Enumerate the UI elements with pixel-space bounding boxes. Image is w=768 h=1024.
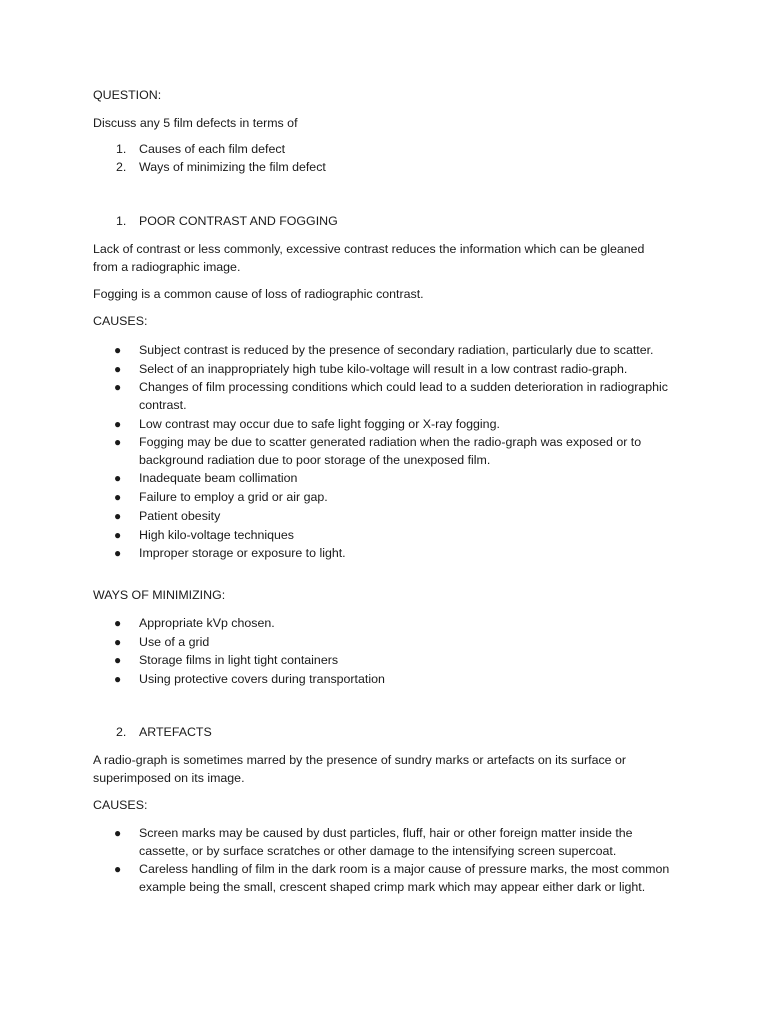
- list-item: ● Use of a grid: [0, 634, 679, 652]
- bullet-icon: ●: [114, 826, 122, 840]
- bullet-icon: ●: [114, 471, 122, 486]
- bullet-icon: ●: [114, 435, 122, 450]
- section-title: POOR CONTRAST AND FOGGING: [139, 214, 338, 228]
- section-2-paragraph-line: superimposed on its image.: [93, 771, 245, 785]
- prompt-item-number: 2.: [116, 160, 127, 174]
- section-2-paragraph-line: A radio-graph is sometimes marred by the presence of sundry marks or artefacts on its surface or: [93, 753, 627, 767]
- list-item: ● Failure to employ a grid or air gap.: [0, 489, 679, 507]
- list-item: ● Inadequate beam collimation: [0, 470, 679, 488]
- section-1-minimizing-list: [0, 615, 679, 690]
- section-2-causes-list: [0, 825, 679, 897]
- list-item: ● Low contrast may occur due to safe light fogging or X-ray fogging.: [0, 416, 679, 434]
- bullet-icon: ●: [114, 508, 122, 523]
- list-item: ● Storage films in light tight containers: [0, 652, 679, 670]
- prompt-item-text: Causes of each film defect: [139, 142, 286, 156]
- bullet-icon: ●: [114, 490, 122, 505]
- question-prompt: Discuss any 5 film defects in terms of: [93, 116, 298, 130]
- section-1-causes-label: CAUSES:: [93, 314, 148, 328]
- section-1-paragraph-line: Lack of contrast or less commonly, excessive contrast reduces the information which can be gleaned: [93, 242, 645, 256]
- list-item: ● Fogging may be due to scatter generated radiation when the radio-graph was exposed or to background radiation due to poor storage of the unexposed film.: [114, 435, 642, 467]
- bullet-icon: ●: [114, 634, 122, 649]
- section-number: 1.: [116, 214, 127, 228]
- bullet-icon: ●: [114, 653, 122, 668]
- bullet-icon: ●: [114, 380, 122, 395]
- list-item: ● Using protective covers during transportation: [0, 671, 679, 689]
- list-item: ● Select of an inappropriately high tube kilo-voltage will result in a low contrast radio-graph.: [0, 361, 679, 379]
- list-item: ● Subject contrast is reduced by the presence of secondary radiation, particularly due to scatter.: [0, 342, 679, 360]
- section-1-minimizing-label: WAYS OF MINIMIZING:: [93, 588, 226, 602]
- section-2-causes-label: CAUSES:: [93, 798, 148, 812]
- bullet-icon: ●: [114, 416, 122, 431]
- list-item: ● Changes of film processing conditions which could lead to a sudden deterioration in radiographic contrast.: [114, 380, 668, 412]
- list-item: ● Appropriate kVp chosen.: [0, 615, 679, 633]
- question-label: QUESTION:: [93, 88, 162, 102]
- list-item: ● High kilo-voltage techniques: [0, 527, 679, 545]
- bullet-icon: ●: [114, 343, 122, 357]
- bullet-icon: ●: [114, 862, 122, 877]
- list-item: ● Improper storage or exposure to light.: [0, 545, 679, 563]
- section-title: ARTEFACTS: [139, 725, 212, 739]
- section-1-paragraph-line: from a radiographic image.: [93, 260, 241, 274]
- list-item: ● Patient obesity: [0, 508, 679, 526]
- section-1-paragraph-2: Fogging is a common cause of loss of radiographic contrast.: [93, 287, 424, 301]
- section-number: 2.: [116, 725, 127, 739]
- section-1-causes-list: [0, 342, 679, 564]
- list-item: ● Screen marks may be caused by dust particles, fluff, hair or other foreign matter inside the cassette, or by surface scratches or other damage to the intensifying screen supercoat.: [114, 826, 633, 858]
- list-item: ● Careless handling of film in the dark room is a major cause of pressure marks, the most common example being the small, crescent shaped crimp mark which may appear either dark or light.: [114, 862, 670, 894]
- bullet-icon: ●: [114, 361, 122, 376]
- bullet-icon: ●: [114, 672, 122, 687]
- bullet-icon: ●: [114, 546, 122, 561]
- prompt-item-text: Ways of minimizing the film defect: [139, 160, 326, 174]
- prompt-item-number: 1.: [116, 142, 127, 156]
- bullet-icon: ●: [114, 616, 122, 630]
- bullet-icon: ●: [114, 527, 122, 542]
